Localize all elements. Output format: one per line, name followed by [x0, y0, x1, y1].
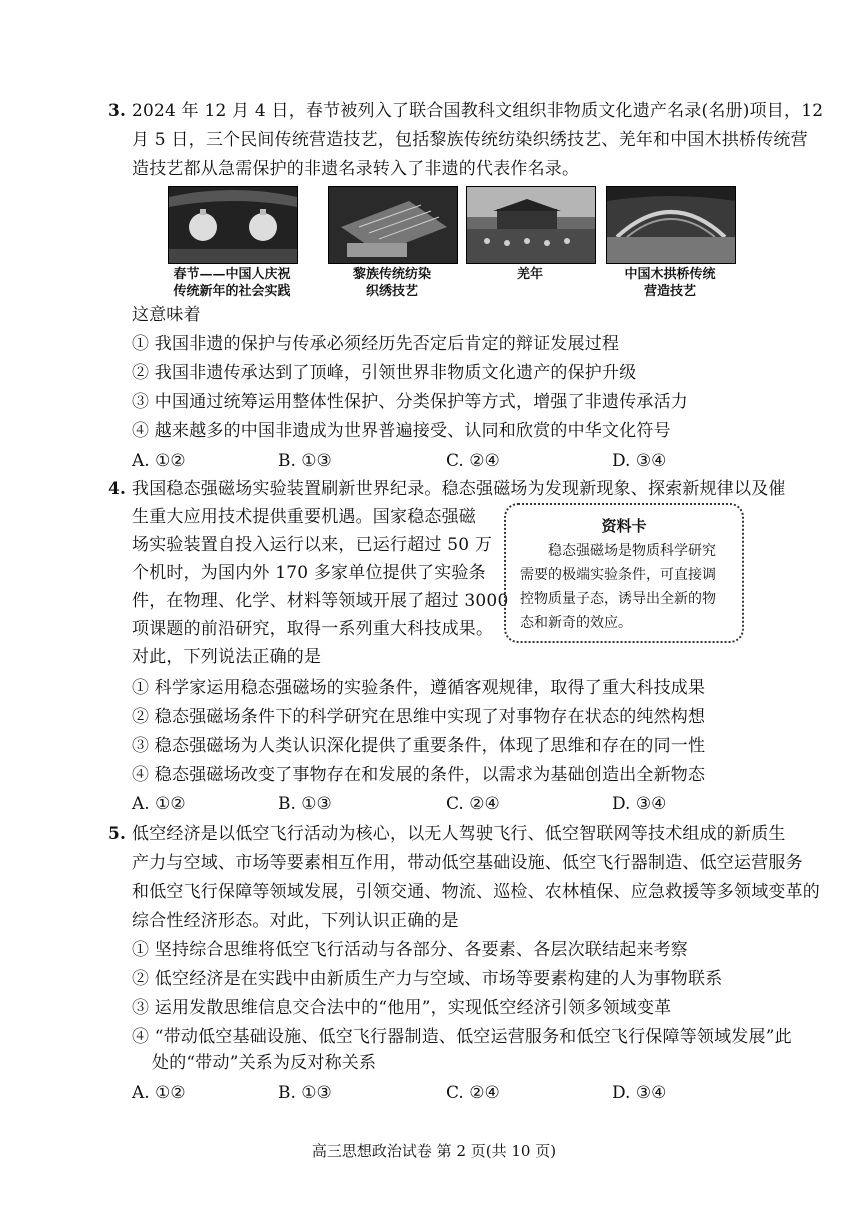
question-number: 5.	[108, 824, 127, 844]
option-b[interactable]: B. ①③	[278, 794, 332, 814]
statement-3: ③ 稳态强磁场为人类认识深化提供了重要条件，体现了思维和存在的同一性	[132, 736, 706, 756]
question-stem-line: 场实验装置自投入运行以来，已运行超过 50 万	[132, 535, 493, 555]
option-c[interactable]: C. ②④	[446, 794, 500, 814]
spring-festival-photo	[168, 186, 298, 264]
question-number: 3.	[108, 101, 127, 121]
photo-caption: 黎族传统纺染 织绣技艺	[352, 267, 431, 299]
question-stem-line: 产力与空域、市场等要素相互作用，带动低空基础设施、低空飞行器制造、低空运营服务	[132, 853, 803, 873]
qiang-new-year-photo	[466, 186, 596, 264]
question-number: 4.	[108, 479, 127, 499]
statement-4: ④ “带动低空基础设施、低空飞行器制造、低空运营服务和低空飞行保障等领域发展”此	[132, 1027, 792, 1047]
option-a[interactable]: A. ①②	[132, 1083, 186, 1103]
option-d[interactable]: D. ③④	[612, 451, 667, 471]
statement-1: ① 坚持综合思维将低空飞行活动与各部分、各要素、各层次联结起来考察	[132, 940, 689, 960]
option-a[interactable]: A. ①②	[132, 794, 186, 814]
statement-4-continued: 处的“带动”关系为反对称关系	[152, 1053, 377, 1073]
info-card-line: 态和新奇的效应。	[520, 615, 632, 631]
option-a[interactable]: A. ①②	[132, 451, 186, 471]
info-card	[504, 503, 744, 643]
statement-2: ② 低空经济是在实践中由新质生产力与空域、市场等要素构建的人为事物联系	[132, 969, 723, 989]
question-stem-line: 我国稳态强磁场实验装置刷新世界纪录。稳态强磁场为发现新现象、探索新规律以及催	[132, 479, 786, 499]
statement-2: ② 我国非遗传承达到了顶峰，引领世界非物质文化遗产的保护升级	[132, 363, 637, 383]
statement-1: ① 科学家运用稳态强磁场的实验条件，遵循客观规律，取得了重大科技成果	[132, 678, 706, 698]
option-c[interactable]: C. ②④	[446, 1083, 500, 1103]
statement-3: ③ 运用发散思维信息交合法中的“他用”，实现低空经济引领多领域变革	[132, 998, 672, 1018]
option-c[interactable]: C. ②④	[446, 451, 500, 471]
question-stem-line: 2024 年 12 月 4 日，春节被列入了联合国教科文组织非物质文化遗产名录(名册)项目，12	[132, 101, 824, 121]
statement-1: ① 我国非遗的保护与传承必须经历先否定后肯定的辩证发展过程	[132, 334, 620, 354]
photo-caption: 春节——中国人庆祝 传统新年的社会实践	[173, 267, 291, 299]
question-stem-line: 低空经济是以低空飞行活动为核心，以无人驾驶飞行、低空智联网等技术组成的新质生	[132, 824, 786, 844]
statement-4: ④ 越来越多的中国非遗成为世界普遍接受、认同和欣赏的中华文化符号	[132, 421, 671, 441]
option-d[interactable]: D. ③④	[612, 794, 667, 814]
option-b[interactable]: B. ①③	[278, 1083, 332, 1103]
question-stem-line: 项课题的前沿研究，取得一系列重大科技成果。	[132, 619, 494, 639]
photo-caption: 羌年	[516, 267, 543, 282]
question-lead: 这意味着	[132, 305, 201, 325]
question-stem-line: 月 5 日，三个民间传统营造技艺，包括黎族传统纺染织绣技艺、羌年和中国木拱桥传统营	[132, 130, 808, 150]
statement-4: ④ 稳态强磁场改变了事物存在和发展的条件，以需求为基础创造出全新物态	[132, 765, 706, 785]
li-textile-photo	[328, 186, 458, 264]
page-footer: 高三思想政治试卷 第 2 页(共 10 页)	[311, 1142, 557, 1160]
wooden-arch-bridge-photo	[606, 186, 736, 264]
question-stem-line: 件，在物理、化学、材料等领域开展了超过 3000	[132, 591, 509, 611]
photo-caption: 中国木拱桥传统 营造技艺	[624, 267, 716, 299]
question-stem-line: 对此，下列说法正确的是	[132, 647, 322, 667]
question-stem-line: 个机时，为国内外 170 多家单位提供了实验条	[132, 563, 486, 583]
option-b[interactable]: B. ①③	[278, 451, 332, 471]
question-stem-line: 综合性经济形态。对此，下列认识正确的是	[132, 911, 459, 931]
info-card-title: 资料卡	[601, 517, 647, 535]
question-stem-line: 和低空飞行保障等领域发展，引领交通、物流、巡检、农林植保、应急救援等多领域变革的	[132, 882, 820, 902]
statement-2: ② 稳态强磁场条件下的科学研究在思维中实现了对事物存在状态的纯然构想	[132, 707, 706, 727]
info-card-line: 稳态强磁场是物质科学研究	[548, 543, 716, 559]
info-card-line: 需要的极端实验条件，可直接调	[520, 567, 716, 583]
photo-strip	[160, 186, 760, 299]
statement-3: ③ 中国通过统筹运用整体性保护、分类保护等方式，增强了非遗传承活力	[132, 392, 689, 412]
question-stem-line: 生重大应用技术提供重要机遇。国家稳态强磁	[132, 507, 476, 527]
option-d[interactable]: D. ③④	[612, 1083, 667, 1103]
question-stem-line: 造技艺都从急需保护的非遗名录转入了非遗的代表作名录。	[132, 159, 580, 179]
info-card-line: 控物质量子态，诱导出全新的物	[520, 591, 716, 607]
